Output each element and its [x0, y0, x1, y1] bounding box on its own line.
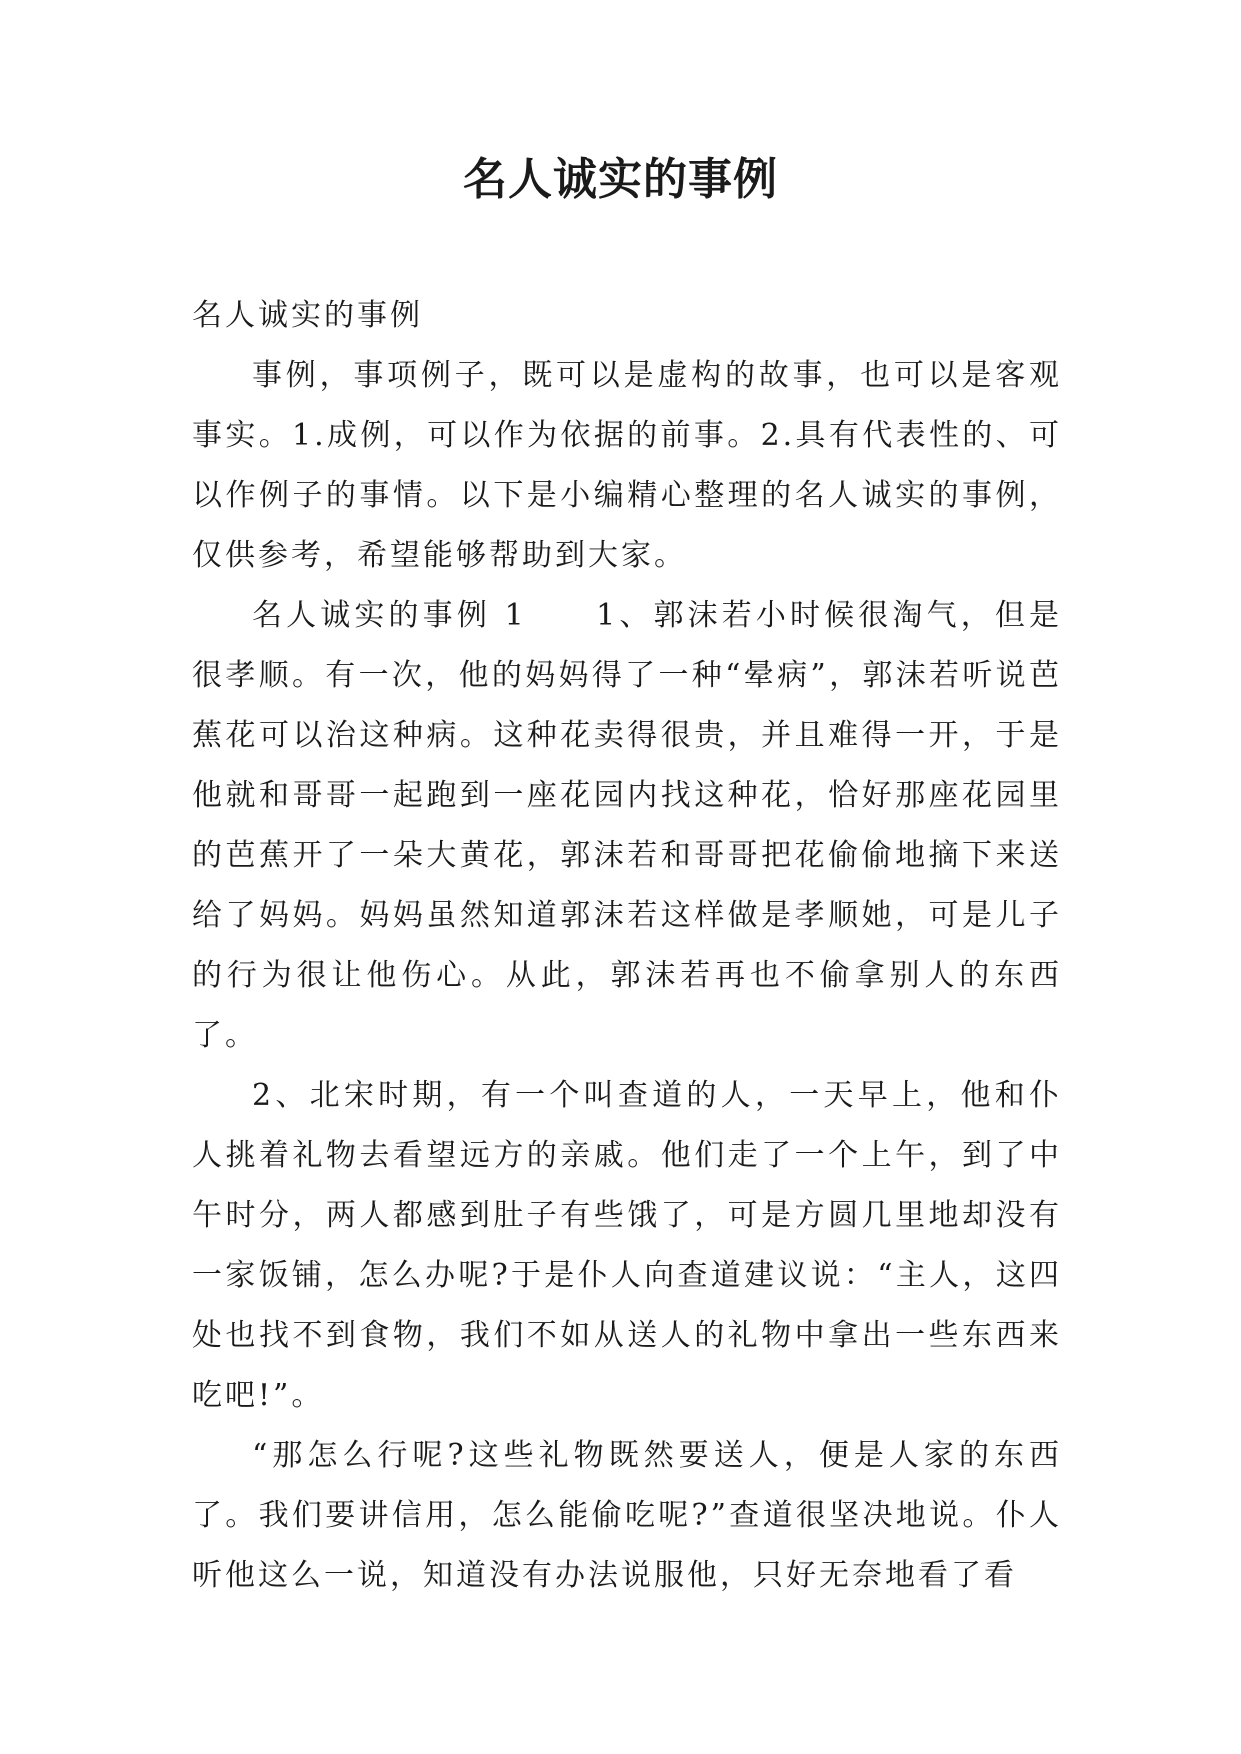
paragraph-intro: 事例，事项例子，既可以是虚构的故事，也可以是客观事实。1.成例，可以作为依据的前事。2.具有代表性的、可以作例子的事情。以下是小编精心整理的名人诚实的事例，仅供参考，希望能够帮助到大家。	[192, 358, 1062, 573]
paragraph-subtitle: 名人诚实的事例	[192, 298, 423, 333]
document-body	[192, 286, 1062, 1606]
paragraph-example-2-continued: “那怎么行呢?这些礼物既然要送人，便是人家的东西了。我们要讲信用，怎么能偷吃呢?”查道很坚决地说。仆人听他这么一说，知道没有办法说服他，只好无奈地看了看	[192, 1438, 1062, 1593]
document-title: 名人诚实的事例	[463, 154, 778, 205]
paragraph-example-2: 2、北宋时期，有一个叫查道的人，一天早上，他和仆人挑着礼物去看望远方的亲戚。他们走了一个上午，到了中午时分，两人都感到肚子有些饿了，可是方圆几里地却没有一家饭铺，怎么办呢?于是仆人向查道建议说：“主人，这四处也找不到食物，我们不如从送人的礼物中拿出一些东西来吃吧!”。	[192, 1078, 1062, 1413]
paragraph-example-1: 名人诚实的事例 1 1、郭沫若小时候很淘气，但是很孝顺。有一次，他的妈妈得了一种“晕病”，郭沫若听说芭蕉花可以治这种病。这种花卖得很贵，并且难得一开，于是他就和哥哥一起跑到一座花园内找这种花，恰好那座花园里的芭蕉开了一朵大黄花，郭沫若和哥哥把花偷偷地摘下来送给了妈妈。妈妈虽然知道郭沫若这样做是孝顺她，可是儿子的行为很让他伤心。从此，郭沫若再也不偷拿别人的东西了。	[192, 598, 1062, 1053]
